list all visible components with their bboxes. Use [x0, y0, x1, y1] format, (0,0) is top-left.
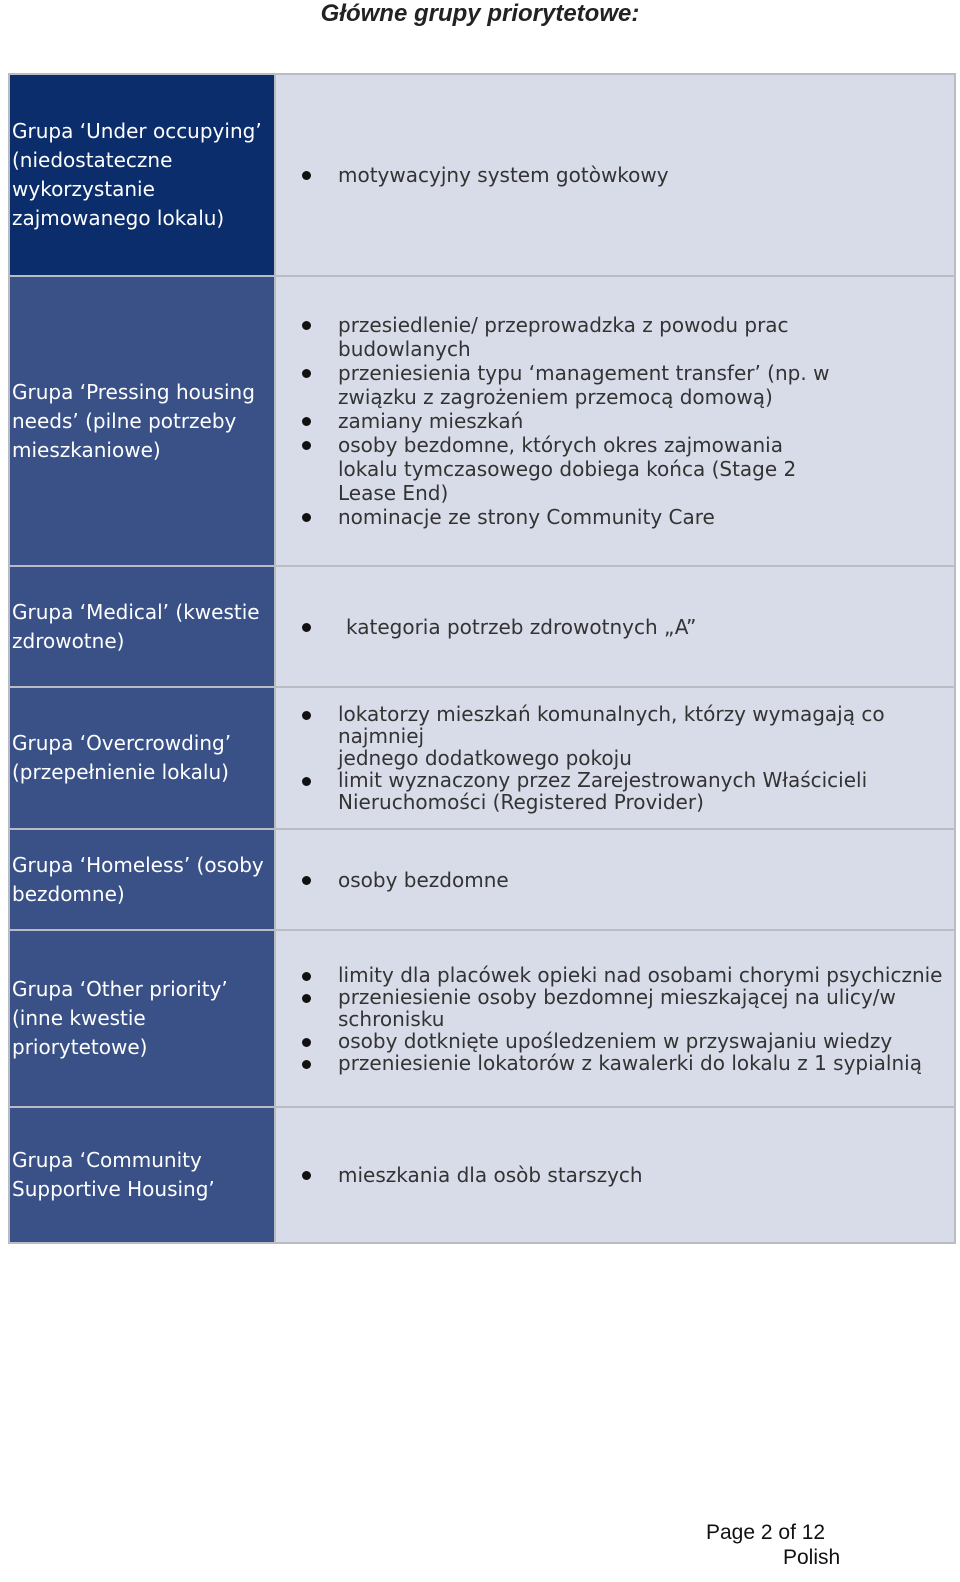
list-item: osoby bezdomne [302, 868, 954, 892]
group-details-cell [275, 74, 955, 276]
group-details-cell [275, 276, 955, 566]
list-item: kategoria potrzeb zdrowotnych „A” [302, 615, 954, 639]
bullet-list [276, 1163, 954, 1187]
list-item: osoby dotknięte upośledzeniem w przyswajaniu wiedzy [302, 1030, 954, 1052]
group-details-cell [275, 687, 955, 829]
group-name-cell: Grupa ‘Under occupying’ (niedostateczne wykorzystanie zajmowanego lokalu) [9, 74, 275, 276]
list-item: nominacje ze strony Community Care [302, 505, 954, 529]
group-name-cell: Grupa ‘Community Supportive Housing’ [9, 1107, 275, 1243]
bullet-list [276, 703, 954, 813]
group-details-cell [275, 829, 955, 930]
group-details-cell [275, 1107, 955, 1243]
group-details-cell [275, 930, 955, 1107]
list-item: przeniesienie lokatorów z kawalerki do lokalu z 1 sypialnią [302, 1052, 954, 1074]
priority-groups-table [8, 73, 956, 1244]
table-row [9, 829, 955, 930]
table-row [9, 687, 955, 829]
bullet-list [276, 313, 954, 529]
bullet-list [276, 615, 954, 639]
page-title: Główne grupy priorytetowe: [320, 0, 640, 27]
list-item: przeniesienie osoby bezdomnej mieszkającej na ulicy/w schronisku [302, 986, 954, 1030]
list-item: przesiedlenie/ przeprowadzka z powodu prac budowlanych [302, 313, 954, 361]
language-label: Polish [783, 1546, 841, 1569]
list-item: limity dla placówek opieki nad osobami chorymi psychicznie [302, 964, 954, 986]
table-row [9, 276, 955, 566]
group-name-cell: Grupa ‘Other priority’ (inne kwestie priorytetowe) [9, 930, 275, 1107]
group-name-cell: Grupa ‘Pressing housing needs’ (pilne potrzeby mieszkaniowe) [9, 276, 275, 566]
list-item: motywacyjny system gotòwkowy [302, 163, 954, 187]
bullet-list [276, 868, 954, 892]
list-item: zamiany mieszkań [302, 409, 954, 433]
list-item: osoby bezdomne, których okres zajmowania lokalu tymczasowego dobiega końca (Stage 2 Lease End) [302, 433, 954, 505]
bullet-list [276, 163, 954, 187]
group-name-cell: Grupa ‘Homeless’ (osoby bezdomne) [9, 829, 275, 930]
list-item: mieszkania dla osòb starszych [302, 1163, 954, 1187]
list-item: przeniesienia typu ‘management transfer’ (np. w związku z zagrożeniem przemocą domową) [302, 361, 954, 409]
table-row [9, 1107, 955, 1243]
bullet-list [276, 964, 954, 1074]
group-name-cell: Grupa ‘Overcrowding’ (przepełnienie lokalu) [9, 687, 275, 829]
list-item: limit wyznaczony przez Zarejestrowanych Właścicieli Nieruchomości (Registered Provider) [302, 769, 954, 813]
list-item: lokatorzy mieszkań komunalnych, którzy wymagają co najmniej jednego dodatkowego pokoju [302, 703, 954, 769]
group-details-cell [275, 566, 955, 687]
table-row [9, 566, 955, 687]
table-row [9, 74, 955, 276]
table-row [9, 930, 955, 1107]
group-name-cell: Grupa ‘Medical’ (kwestie zdrowotne) [9, 566, 275, 687]
page-number: Page 2 of 12 [706, 1521, 826, 1544]
